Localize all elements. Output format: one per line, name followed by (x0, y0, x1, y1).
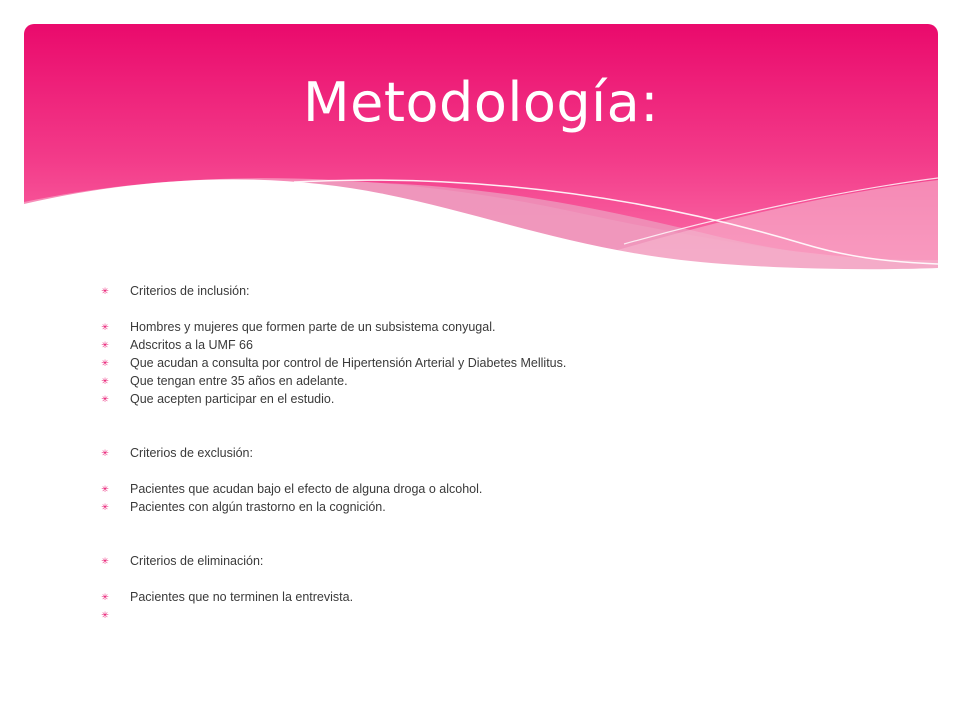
section-heading: Criterios de exclusión: (130, 446, 253, 460)
list-item (98, 390, 858, 408)
list-item (98, 336, 858, 354)
asterisk-icon: ✳ (101, 358, 109, 368)
spacer (98, 516, 858, 552)
asterisk-icon: ✳ (101, 556, 109, 566)
list-item (98, 588, 858, 606)
asterisk-icon: ✳ (101, 394, 109, 404)
list-item (98, 480, 858, 498)
list-item-text: Que acudan a consulta por control de Hipertensión Arterial y Diabetes Mellitus. (130, 356, 567, 370)
list-item-heading (98, 552, 858, 570)
asterisk-icon: ✳ (101, 610, 109, 620)
spacer (98, 408, 858, 444)
list-item (98, 318, 858, 336)
list-item-heading (98, 282, 858, 300)
list-item-text: Pacientes que acudan bajo el efecto de alguna droga o alcohol. (130, 482, 483, 496)
banner-wave-graphic (24, 24, 938, 274)
header-banner (24, 24, 938, 274)
spacer (98, 462, 858, 480)
asterisk-icon: ✳ (101, 502, 109, 512)
section-heading: Criterios de inclusión: (130, 284, 250, 298)
asterisk-icon: ✳ (101, 376, 109, 386)
list-item-heading (98, 444, 858, 462)
criteria-list (98, 282, 858, 624)
list-item (98, 498, 858, 516)
list-item-text: Pacientes con algún trastorno en la cognición. (130, 500, 386, 514)
list-item (98, 606, 858, 624)
asterisk-icon: ✳ (101, 322, 109, 332)
spacer (98, 300, 858, 318)
list-item (98, 372, 858, 390)
list-item-text: Pacientes que no terminen la entrevista. (130, 590, 354, 604)
list-item (98, 354, 858, 372)
asterisk-icon: ✳ (101, 592, 109, 602)
asterisk-icon: ✳ (101, 484, 109, 494)
section-heading: Criterios de eliminación: (130, 554, 264, 568)
asterisk-icon: ✳ (101, 448, 109, 458)
spacer (98, 570, 858, 588)
list-item-text: Adscritos a la UMF 66 (130, 338, 253, 352)
asterisk-icon: ✳ (101, 286, 109, 296)
slide-title: Metodología: (303, 71, 659, 134)
list-item-text: Hombres y mujeres que formen parte de un subsistema conyugal. (130, 320, 496, 334)
asterisk-icon: ✳ (101, 340, 109, 350)
list-item-text: Que acepten participar en el estudio. (130, 392, 335, 406)
list-item-text: Que tengan entre 35 años en adelante. (130, 374, 348, 388)
